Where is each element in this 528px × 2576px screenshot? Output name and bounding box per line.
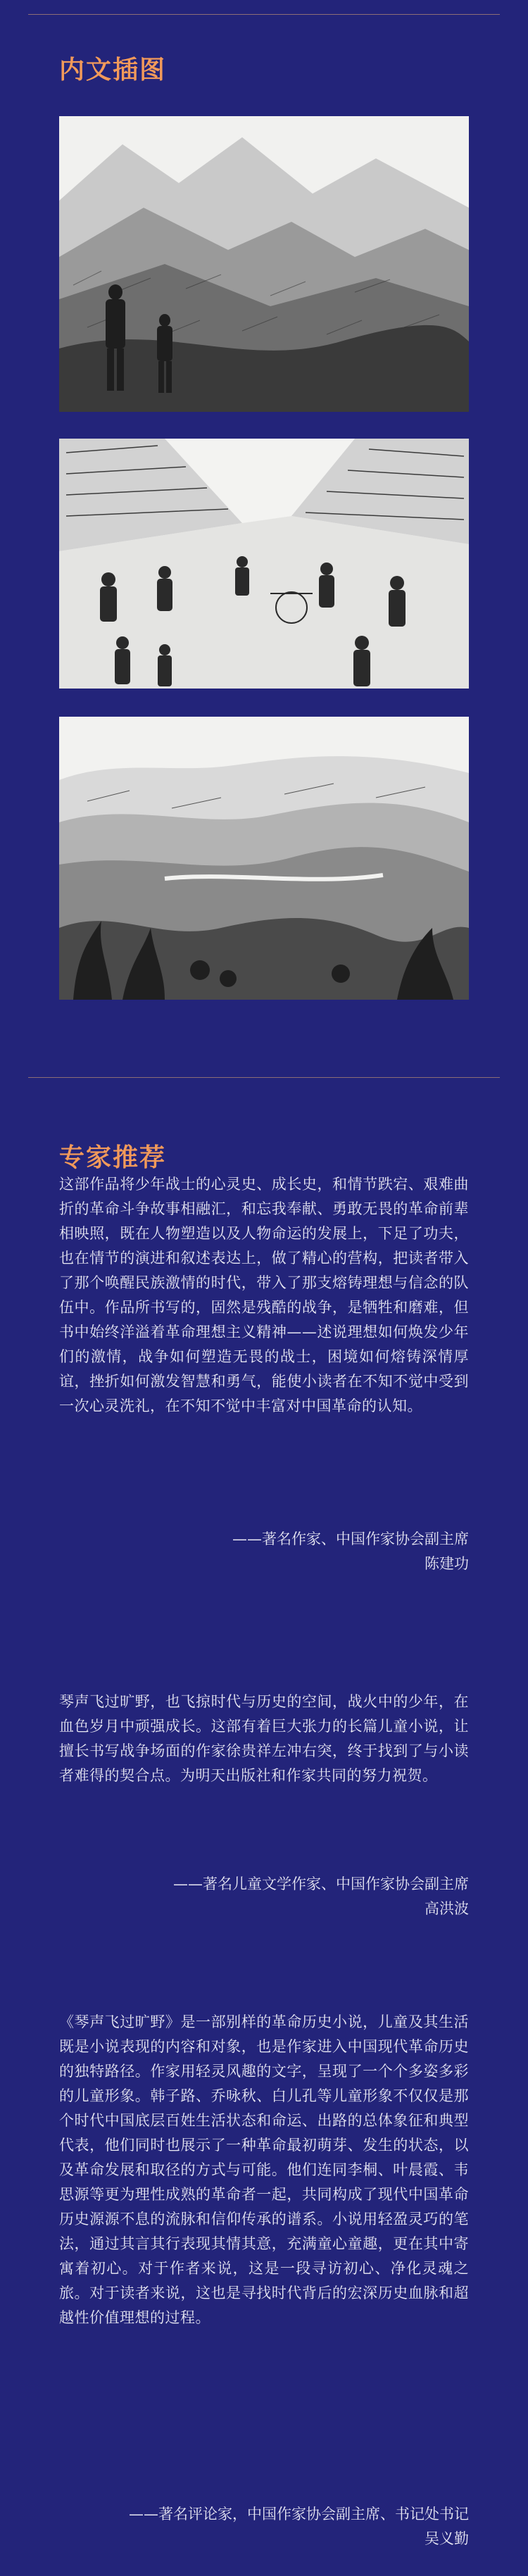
recommendation-name-1: 陈建功 [425,1555,469,1572]
recommendation-text-3: 《琴声飞过旷野》是一部别样的革命历史小说，儿童及其生活既是小说表现的内容和对象，也是作家进入中国现代革命历史的独特路径。作家用轻灵风趣的文字，呈现了一个个多姿多彩的儿童形象。韩子路、乔咏秋、白儿孔等儿童形象不仅仅是那个时代中国底层百姓生活状态和命运、出路的总体象征和典型代表，他们同时也展示了一种革命最初萌芽、发生的状态，以及革命发展和取径的方式与可能。他们连同李桐、叶晨霞、韦思源等更为理性成熟的革命者一起，共同构成了现代中国革命历史源源不息的流脉和信仰传承的谱系。小说用轻盈灵巧的笔法，通过其言其行表现其情其意，充满童心童趣，更在其中寄寓着初心。对于作者来说，这是一段寻访初心、净化灵魂之旅。对于读者来说，这也是寻找时代背后的宏深历史血脉和超越性价值理想的过程。 [59,2013,469,2326]
recommendation-role-2: ——著名儿童文学作家、中国作家协会副主席 [173,1876,469,1892]
illustration-mountain-trail [59,116,469,412]
illustrations-heading: 内文插图 [59,56,167,84]
recommendation-name-3: 吴义勤 [425,2530,469,2547]
recommendation-text-1: 这部作品将少年战士的心灵史、成长史，和情节跌宕、艰难曲折的革命斗争故事相融汇，和忘我奉献、勇敢无畏的革命前辈相映照，既在人物塑造以及人物命运的发展上，下足了功夫，也在情节的演进和叙述表达上，做了精心的营构，把读者带入了那个唤醒民族激情的时代，带入了那支熔铸理想与信念的队伍中。作品所书写的，固然是残酷的战争，是牺牲和磨难，但书中始终洋溢着革命理想主义精神——述说理想如何焕发少年们的激情，战争如何塑造无畏的战士，困境如何熔铸深情厚谊，挫折如何激发智慧和勇气，能使小读者在不知不觉中受到一次心灵洗礼，在不知不觉中丰富对中国革命的认知。 [59,1176,469,1414]
recommendation-text-2: 琴声飞过旷野，也飞掠时代与历史的空间，战火中的少年，在血色岁月中顽强成长。这部有着巨大张力的长篇儿童小说，让擅长书写战争场面的作家徐贵祥左冲右突，终于找到了与小读者难得的契合点。为明天出版社和作家共同的努力祝贺。 [59,1693,469,1784]
illustration-village-street [59,439,469,689]
top-divider [28,14,500,15]
recommendation-role-3: ——著名评论家，中国作家协会副主席、书记处书记 [129,2506,469,2522]
illustration-valley-landscape [59,717,469,1000]
recommendations-heading: 专家推荐 [59,1143,167,1172]
recommendation-name-2: 高洪波 [425,1900,469,1917]
section-divider [28,1077,500,1078]
recommendation-role-1: ——著名作家、中国作家协会副主席 [232,1531,469,1547]
